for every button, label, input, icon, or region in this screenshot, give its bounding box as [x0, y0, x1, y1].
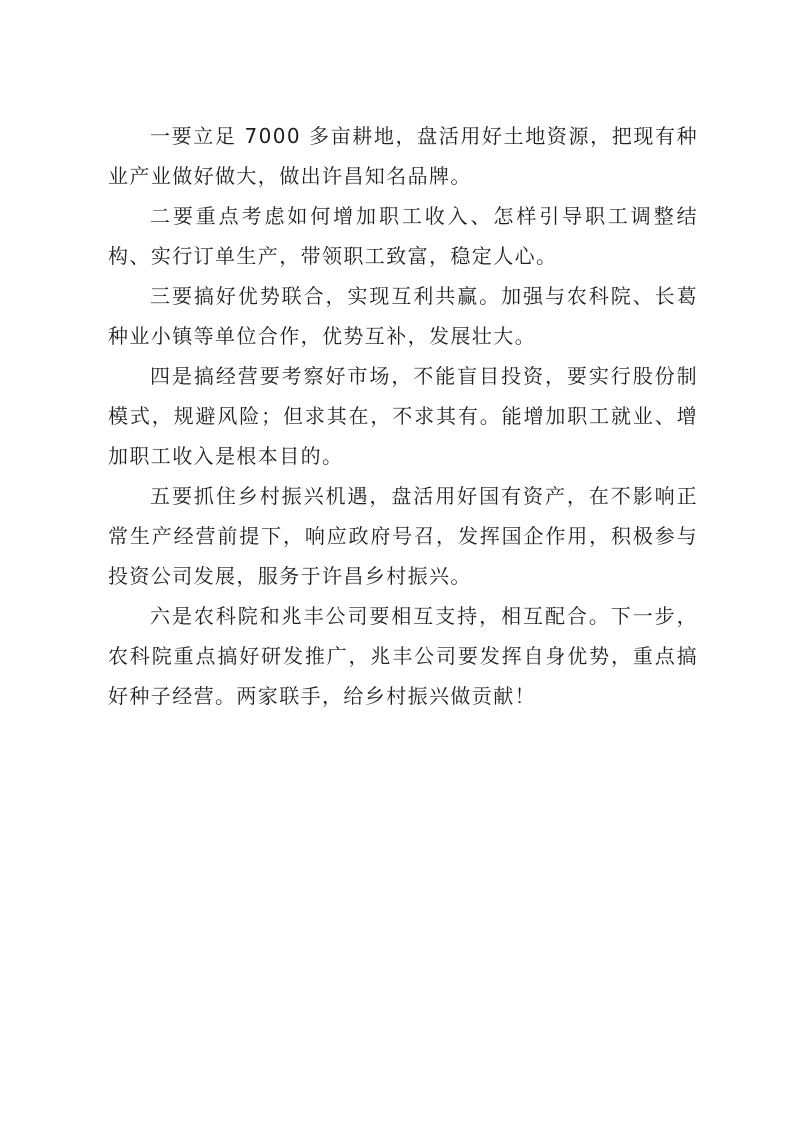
paragraph-1-line-1: 一要立足 7000 多亩耕地，盘活用好土地资源，把现有种业产 — [108, 124, 698, 188]
paragraph-5-line-1: 五要抓住乡村振兴机遇，盘活用好国有资产，在不影响正常 — [108, 484, 698, 548]
paragraph-2-line-2: 实行订单生产，带领职工致富，稳定人心。 — [150, 244, 558, 268]
paragraph-3 — [108, 276, 698, 356]
paragraph-5-line-3: 公司发展，服务于许昌乡村振兴。 — [150, 564, 472, 588]
paragraph-4-line-3: 收入是根本目的。 — [172, 444, 344, 468]
document-body — [108, 116, 698, 716]
paragraph-1-line-2: 业做好做大，做出许昌知名品牌。 — [150, 164, 472, 188]
paragraph-6-line-1: 六是农科院和兆丰公司要相互支持，相互配合。下一步，农 — [108, 604, 698, 668]
paragraph-6-line-2: 科院重点搞好研发推广，兆丰公司要发挥自身优势，重点搞好种子 — [108, 644, 698, 708]
paragraph-4-line-2: 式，规避风险；但求其在，不求其有。能增加职工就业、增加职工 — [108, 404, 698, 468]
paragraph-2-line-1: 二要重点考虑如何增加职工收入、怎样引导职工调整结构、 — [108, 204, 698, 268]
paragraph-2 — [108, 196, 698, 276]
paragraph-5 — [108, 476, 698, 596]
paragraph-4 — [108, 356, 698, 476]
paragraph-6-line-3: 经营。两家联手，给乡村振兴做贡献！ — [172, 684, 537, 708]
paragraph-6 — [108, 596, 698, 716]
paragraph-3-line-1: 三要搞好优势联合，实现互利共赢。加强与农科院、长葛种 — [108, 284, 698, 348]
paragraph-3-line-2: 业小镇等单位合作，优势互补，发展壮大。 — [129, 324, 537, 348]
paragraph-1 — [108, 116, 698, 196]
paragraph-4-line-1: 四是搞经营要考察好市场，不能盲目投资，要实行股份制模 — [108, 364, 698, 428]
paragraph-5-line-2: 生产经营前提下，响应政府号召，发挥国企作用，积极参与投资 — [108, 524, 698, 588]
